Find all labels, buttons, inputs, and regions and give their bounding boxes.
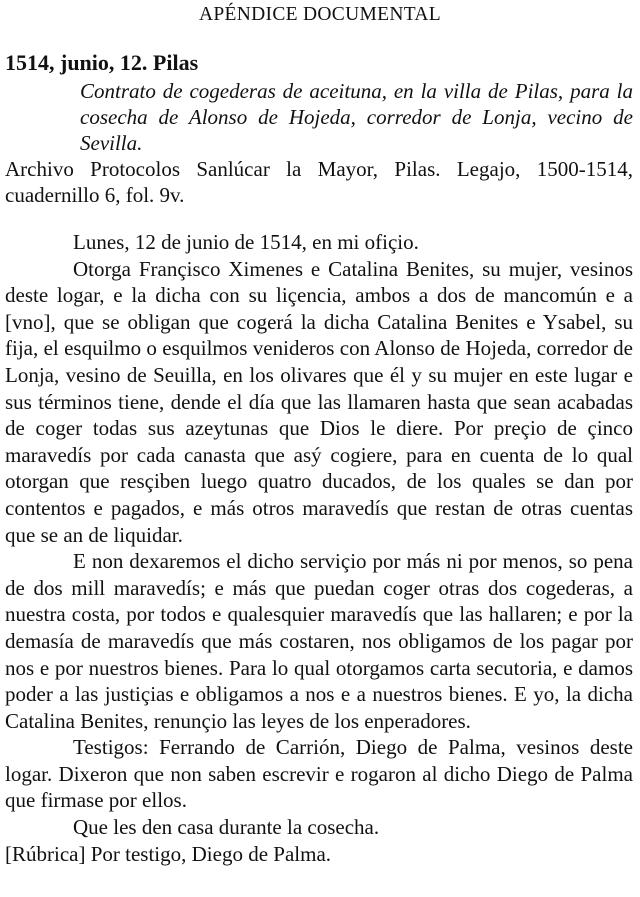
witnesses-paragraph: Testigos: Ferrando de Carrión, Diego de Palma, vesinos deste logar. Dixeron que non saben escrevir e rogaron al dicho Diego de Palma que firmase por ellos. [5, 735, 633, 813]
document-body [5, 229, 633, 867]
marginal-note: Que les den casa durante la cosecha. [73, 815, 380, 840]
document-summary: Contrato de cogederas de aceituna, en la villa de Pilas, para la cosecha de Alonso de Hojeda, corredor de Lonja, vecino de Sevilla. [80, 79, 633, 155]
signature-line: [Rúbrica] Por testigo, Diego de Palma. [5, 841, 332, 866]
opening-line: Lunes, 12 de junio de 1514, en mi ofiçio. [73, 230, 419, 254]
body-paragraph: Otorga Françisco Ximenes e Catalina Benites, su mujer, vesinos deste logar, e la dicha con su liçencia, ambos a dos de mancomún e a [vno], que se obligan que cogerá la dicha Catalina Benites e Ysabel, su fija, el esquilmo o esquilmos venideros con Alonso de Hojeda, corredor de Lonja, vesino de Seuilla, en los olivares que él y su mujer en este lugar e sus términos tiene, dende el día que las llamaren hasta que sean acabadas de coger todas sus azeytunas que Dios le diere. Por preçio de çinco maravedís por cada canasta que asý cogiere, para en cuenta de lo qual otorgan que resçiben luego quatro ducados, de los quales se dan por contentos e pagados, e más otros maravedís que restan de otras cuentas que se an de liquidar. [5, 256, 633, 547]
running-header: APÉNDICE DOCUMENTAL [199, 4, 441, 25]
document-heading-block [5, 48, 633, 208]
archive-source: Archivo Protocolos Sanlúcar la Mayor, Pilas. Legajo, 1500-1514, cuadernillo 6, fol. 9v. [5, 157, 633, 207]
body-paragraph: E non dexaremos el dicho serviçio por más ni por menos, so pena de dos mill maravedís; e más que puedan coger otras dos cogederas, a nuestra costa, por todos e qualesquier maravedís que las hallaren; e por la demasía de maravedís que más costaren, nos obligamos de los pagar por nos e por nuestros bienes. Para lo qual otorgamos carta secutoria, e damos poder a las justiçias e obligamos a nos e a nuestros bienes. E yo, la dicha Catalina Benites, renunçio las leyes de los enperadores. [5, 549, 633, 733]
document-date-place: 1514, junio, 12. Pilas [5, 50, 199, 75]
